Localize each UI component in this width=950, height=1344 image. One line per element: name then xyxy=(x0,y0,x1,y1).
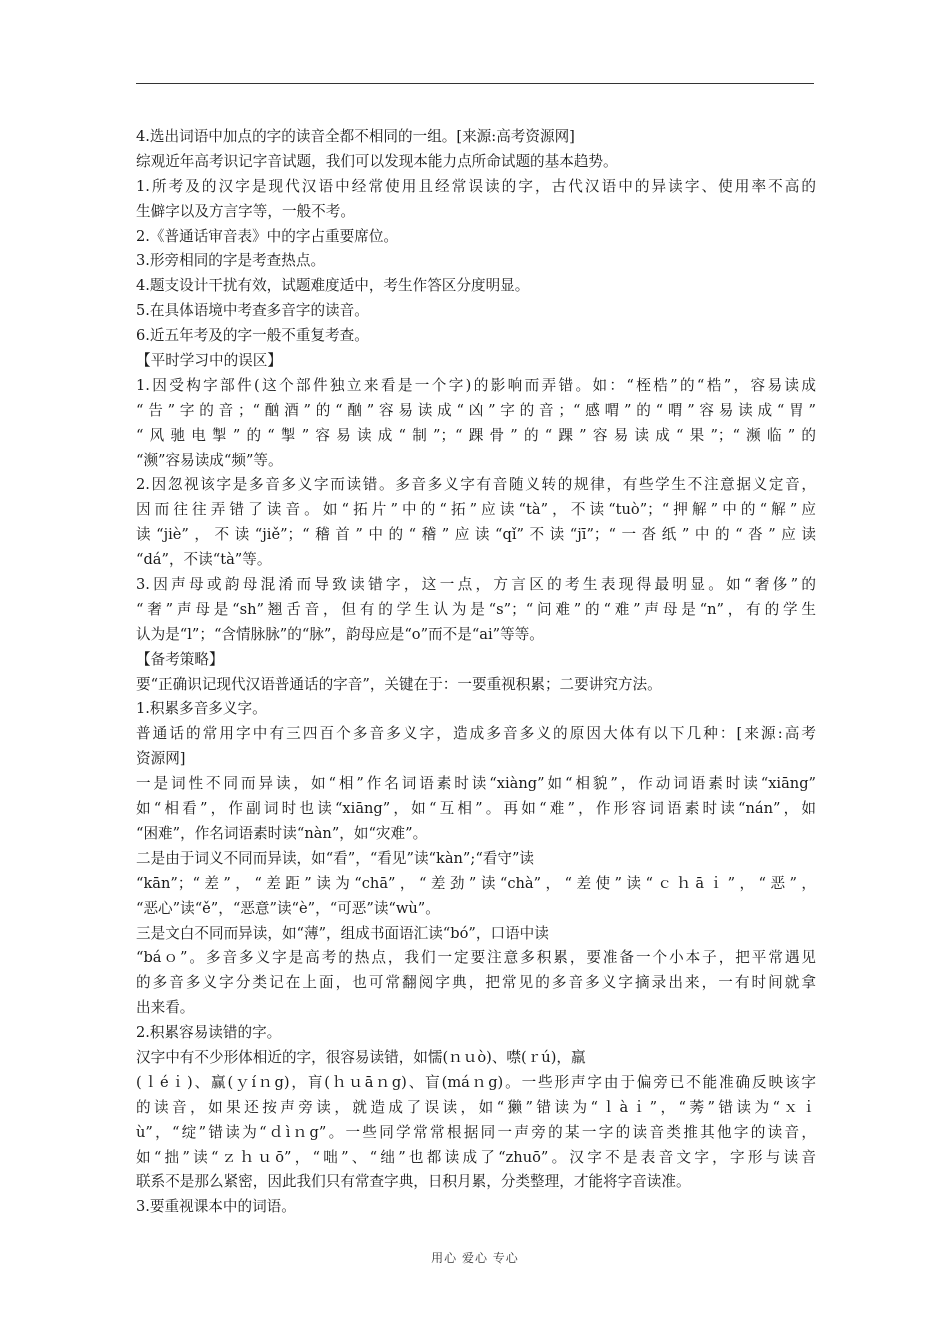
text-line: “báｏ”。多音多义字是高考的热点，我们一定要注意多积累，要准备一个小本子，把平常遇见 xyxy=(136,949,816,967)
text-line: “dá”，不读“tà”等。 xyxy=(136,551,272,569)
text-line: (ｌéｉ)、赢(ｙíｎg)，肓(ｈｕāｎg)、盲(máｎg)。一些形声字由于偏旁已不能准确反映该字 xyxy=(136,1073,816,1091)
text-line: 综观近年高考识记字音试题，我们可以发现本能力点所命试题的基本趋势。 xyxy=(136,152,618,170)
text-line: 1.所考及的汉字是现代汉语中经常使用且经常误读的字，古代汉语中的异读字、使用率不高的 xyxy=(136,177,816,195)
text-line: 4.选出词语中加点的字的读音全都不相同的一组。[来源:高考资源网] xyxy=(136,128,575,145)
text-line: 1.因受构字部件(这个部件独立来看是一个字)的影响而弄错。如：“桎梏”的“梏”，容易读成 xyxy=(136,376,816,394)
text-line: ù”，“绽”错读为“ｄìｎg”。一些同学常常根据同一声旁的某一字的读音类推其他字的读音， xyxy=(136,1123,816,1141)
text-line: 2.《普通话审音表》中的字占重要席位。 xyxy=(136,227,399,245)
text-line: 3.形旁相同的字是考查热点。 xyxy=(136,252,326,270)
document-body xyxy=(136,125,816,1220)
text-line: 3.要重视课本中的词语。 xyxy=(136,1198,296,1216)
header-rule xyxy=(136,83,814,84)
text-line: 4.题支设计干扰有效，试题难度适中，考生作答区分度明显。 xyxy=(136,277,530,295)
text-line: 的多音多义字分类记在上面，也可常翻阅字典，把常见的多音多义字摘录出来，一有时间就拿 xyxy=(136,974,816,992)
text-line: 二是由于词义不同而异读，如“看”，“看见”读“kàn”;“看守”读 xyxy=(136,849,535,867)
text-line: 【平时学习中的误区】 xyxy=(136,352,282,370)
text-line: 要“正确识记现代汉语普通话的字音”，关键在于：一要重视积累；二要讲究方法。 xyxy=(136,675,662,693)
text-line: 三是文白不同而异读，如“薄”，组成书面语汇读“bó”，口语中读 xyxy=(136,924,549,942)
text-line: 5.在具体语境中考查多音字的读音。 xyxy=(136,302,369,320)
text-line: 因而往往弄错了读音。如“拓片”中的“拓”应读“tà”，不读“tuò”；“押解”中的“解”应 xyxy=(136,501,816,519)
text-line: 汉字中有不少形体相近的字，很容易读错，如懦(ｎｕò)、噤(ｒú)，羸 xyxy=(136,1048,586,1066)
text-line: 【备考策略】 xyxy=(136,650,224,668)
text-line: “恶心”读“ě”，“恶意”读“è”，“可恶”读“wù”。 xyxy=(136,899,440,917)
text-line: 6.近五年考及的字一般不重复考查。 xyxy=(136,327,369,345)
text-line: 如“拙”读“ｚｈｕō”，“咄”、“绌”也都读成了“zhuō”。汉字不是表音文字，字形与读音 xyxy=(136,1148,816,1166)
text-line: 读“jiè”，不读“jiě”；“稽首”中的“稽”应读“qǐ”不读“jī”；“一沓纸”中的“沓”应读 xyxy=(136,526,816,544)
text-line: “告”字的音；“酗酒”的“酗”容易读成“凶”字的音；“感喟”的“喟”容易读成“胃” xyxy=(136,401,816,419)
text-line: 资源网] xyxy=(136,750,186,768)
text-line: 2.积累容易读错的字。 xyxy=(136,1024,282,1042)
text-line: 的读音，如果还按声旁读，就造成了误读，如“獭”错读为“ｌàｉ”，“莠”错读为“ｘｉ xyxy=(136,1098,816,1116)
text-line: 2.因忽视该字是多音多义字而读错。多音多义字有音随义转的规律，有些学生不注意据义定音， xyxy=(136,476,816,494)
text-line: “kān”；“差”，“差距”读为“chā”，“差劲”读“chà”，“差使”读“ｃｈāｉ”，“恶”， xyxy=(136,874,816,892)
text-line: “风驰电掣”的“掣”容易读成“制”；“踝骨”的“踝”容易读成“果”；“濒临”的 xyxy=(136,426,816,444)
text-line: 联系不是那么紧密，因此我们只有常查字典，日积月累，分类整理，才能将字音读准。 xyxy=(136,1173,691,1191)
text-line: 出来看。 xyxy=(136,999,195,1017)
text-line: 认为是“l”；“含情脉脉”的“脉”，韵母应是“o”而不是“ai”等等。 xyxy=(136,625,544,643)
text-line: 1.积累多音多义字。 xyxy=(136,700,267,718)
text-line: “奢”声母是“sh”翘舌音，但有的学生认为是“s”；“问难”的“难”声母是“n”，有的学生 xyxy=(136,600,816,618)
text-line: 3.因声母或韵母混淆而导致读错字，这一点，方言区的考生表现得最明显。如“奢侈”的 xyxy=(136,576,816,594)
text-line: 生僻字以及方言字等，一般不考。 xyxy=(136,202,355,220)
page-footer: 用心 爱心 专心 xyxy=(431,1251,519,1265)
text-line: 如“相看”，作副词时也读“xiāng”，如“互相”。再如“难”，作形容词语素时读“nán”，如 xyxy=(136,800,816,818)
text-line: 普通话的常用字中有三四百个多音多义字，造成多音多义的原因大体有以下几种：[来源:高考 xyxy=(136,725,816,743)
text-line: “困难”，作名词语素时读“nàn”，如“灾难”。 xyxy=(136,824,428,842)
text-line: “濒”容易读成“频”等。 xyxy=(136,451,283,469)
text-line: 一是词性不同而异读，如“相”作名词语素时读“xiàng”如“相貌”，作动词语素时读“xiāng” xyxy=(136,775,816,793)
